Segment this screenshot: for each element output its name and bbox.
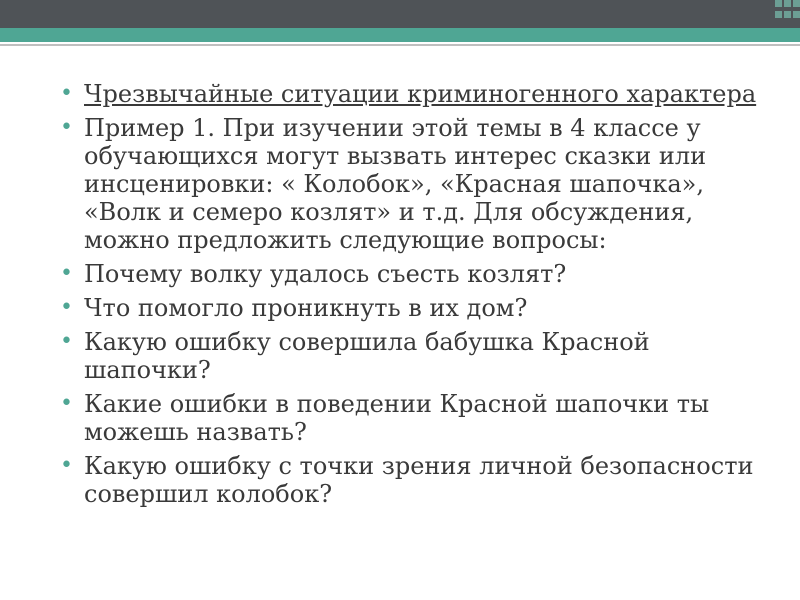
bullet-item-question bbox=[60, 294, 760, 322]
bullet-text: Почему волку удалось съесть козлят? bbox=[84, 260, 567, 288]
slide-divider-line bbox=[0, 44, 800, 46]
bullet-icon: • bbox=[60, 115, 73, 140]
bullet-text: Какую ошибку совершила бабушка Красной шапочки? bbox=[84, 328, 650, 384]
bullet-item-question bbox=[60, 260, 760, 288]
bullet-item-question bbox=[60, 390, 760, 446]
bullet-text: Пример 1. При изучении этой темы в 4 классе у обучающихся могут вызвать интерес сказки или инсценировки: « Колобок», «Красная шапочка», «Волк и семеро козлят» и т.д. Для обсуждения, можно предложить следующие вопросы: bbox=[84, 114, 707, 254]
bullet-item-example bbox=[60, 114, 760, 254]
slide-top-bar bbox=[0, 0, 800, 28]
bullet-icon: • bbox=[60, 81, 73, 106]
bullet-icon: • bbox=[60, 295, 73, 320]
bullet-item-heading bbox=[60, 80, 760, 108]
bullet-list bbox=[60, 80, 760, 508]
slide-accent-stripe bbox=[0, 28, 800, 42]
decorative-squares bbox=[764, 0, 800, 28]
bullet-icon: • bbox=[60, 261, 73, 286]
bullet-icon: • bbox=[60, 391, 73, 416]
bullet-text: Что помогло проникнуть в их дом? bbox=[84, 294, 528, 322]
bullet-icon: • bbox=[60, 453, 73, 478]
bullet-text: Чрезвычайные ситуации криминогенного характера bbox=[84, 80, 757, 108]
bullet-item-question bbox=[60, 328, 760, 384]
bullet-item-question bbox=[60, 452, 760, 508]
bullet-text: Какую ошибку с точки зрения личной безопасности совершил колобок? bbox=[84, 452, 754, 508]
slide-content bbox=[60, 80, 760, 514]
bullet-text: Какие ошибки в поведении Красной шапочки ты можешь назвать? bbox=[84, 390, 710, 446]
bullet-icon: • bbox=[60, 329, 73, 354]
